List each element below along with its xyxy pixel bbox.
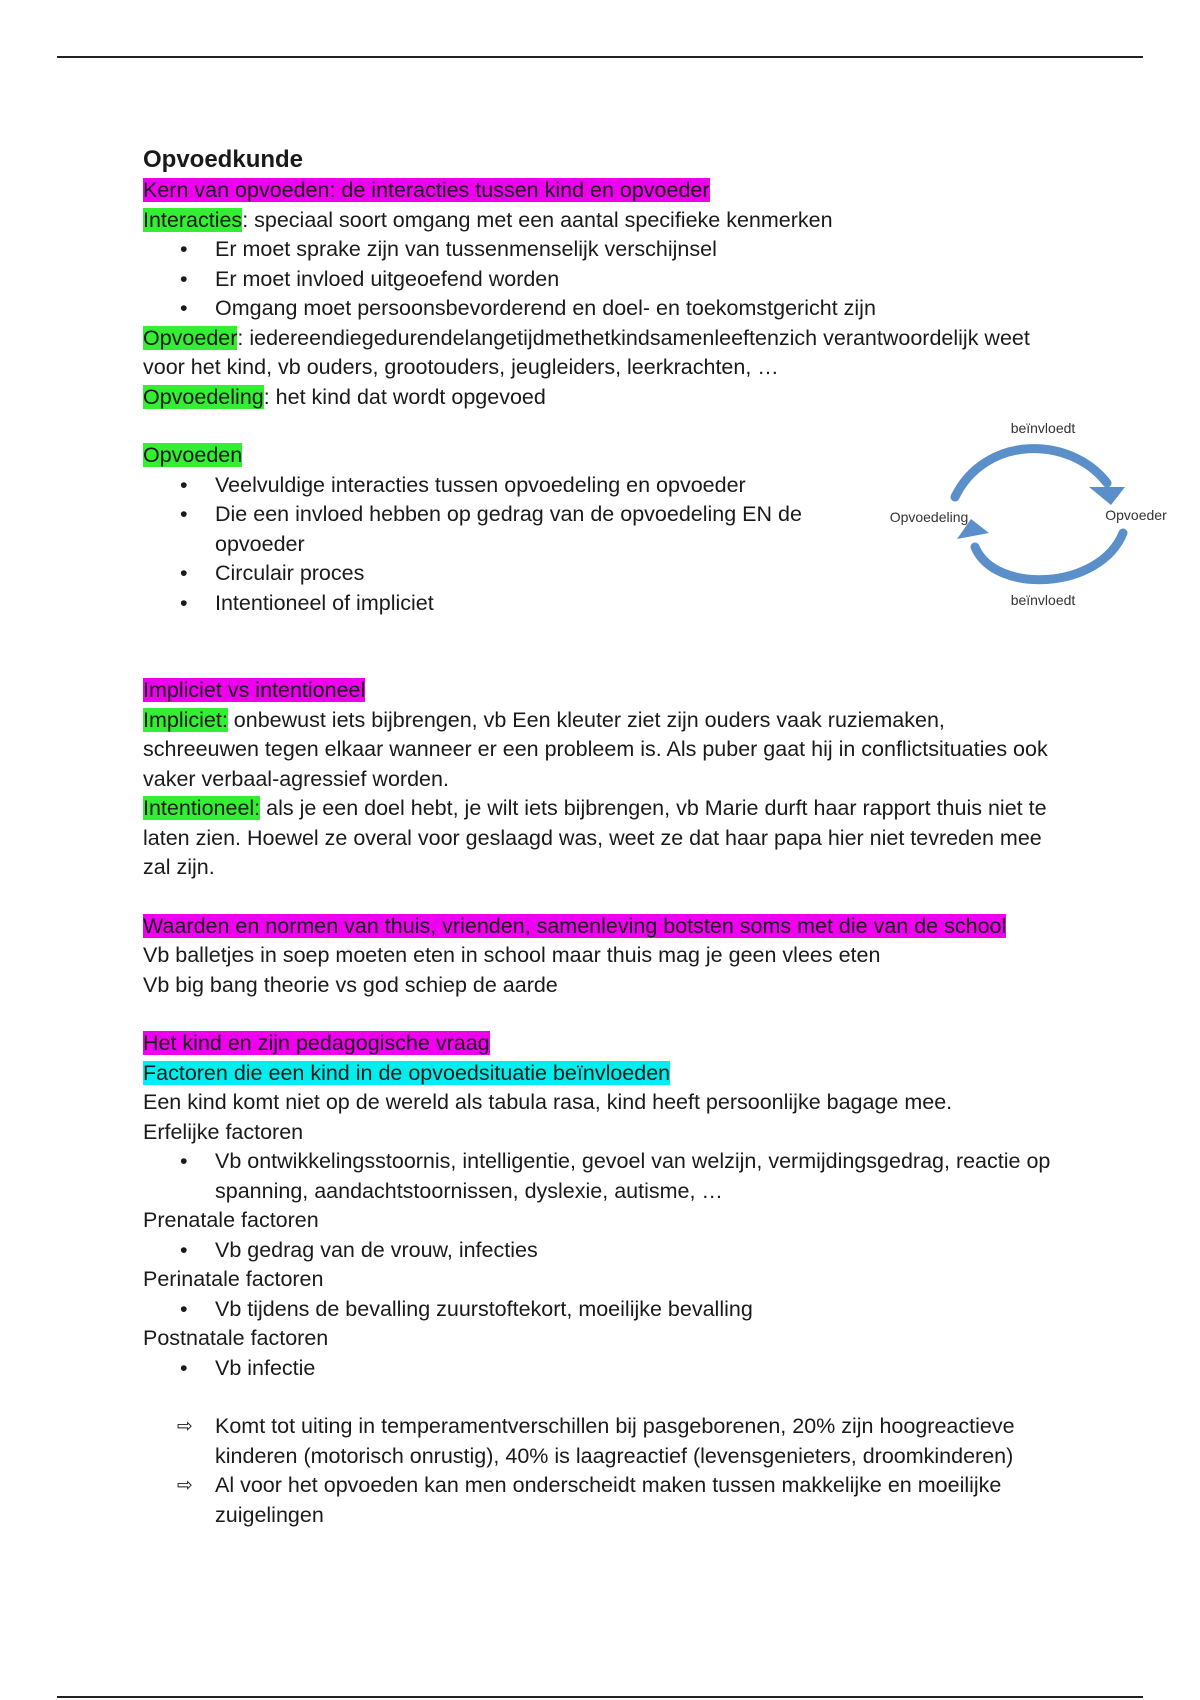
conclusie-item: ⇨ Al voor het opvoeden kan men onderscheidt maken tussen makkelijke en moeilijke zuigelingen [215, 1471, 1063, 1530]
top-arrow [955, 449, 1125, 505]
top-arrow-label: beïnvloedt [1010, 420, 1076, 436]
bottom-arrow-label: beïnvloedt [1010, 592, 1076, 608]
list-item: • Vb tijdens de bevalling zuurstoftekort, moeilijke bevalling [215, 1295, 1063, 1325]
list-item: • Veelvuldige interacties tussen opvoedeling en opvoeder [215, 471, 855, 501]
document-body [143, 144, 1063, 1530]
postnataal-list [143, 1354, 1063, 1384]
conclusie-list [143, 1412, 1063, 1530]
list-item: • Die een invloed hebben op gedrag van de opvoedeling EN de opvoeder [215, 500, 855, 559]
opvoeder-text: : iedereendiegedurendelangetijdmethetkindsamenleeftenzich verantwoordelijk weet voor het kind, vb ouders, grootouders, jeugleiders, leerkrachten, … [143, 325, 1030, 379]
kern-heading-text: Kern van opvoeden: de interacties tussen kind en opvoeder [143, 178, 710, 202]
opvoeder-term: Opvoeder [143, 325, 238, 350]
intentioneel-text: als je een doel hebt, je wilt iets bijbrengen, vb Marie durft haar rapport thuis niet te laten zien. Hoewel ze overal voor geslaagd was, weet ze dat haar papa hier niet tevreden mee zal zijn. [143, 796, 1047, 879]
impliciet-term: Impliciet: [143, 707, 228, 732]
impliciet-heading-text: Impliciet vs intentioneel [143, 678, 366, 702]
list-item: • Er moet invloed uitgeoefend worden [215, 265, 1063, 295]
list-item: • Intentioneel of impliciet [215, 589, 855, 619]
factoren-intro: Een kind komt niet op de wereld als tabula rasa, kind heeft persoonlijke bagage mee. [143, 1090, 953, 1114]
header-rule [57, 56, 1143, 58]
prenataal-list [143, 1236, 1063, 1266]
factoren-heading [143, 1059, 1063, 1089]
footer-rule [57, 1696, 1143, 1698]
waarden-heading-text: Waarden en normen van thuis, vrienden, samenleving botsten soms met die van de school [143, 913, 1007, 938]
intentioneel-definition [143, 794, 1063, 883]
interacties-text: : speciaal soort omgang met een aantal specifieke kenmerken [242, 207, 833, 232]
circular-process-diagram [885, 405, 1175, 623]
erfelijk-list [143, 1147, 1063, 1206]
postnataal-label: Postnatale factoren [143, 1326, 329, 1350]
list-item: • Circulair proces [215, 559, 855, 589]
interacties-definition [143, 206, 1063, 236]
perinataal-label: Perinatale factoren [143, 1267, 324, 1291]
kind-heading [143, 1029, 1063, 1059]
opvoeden-term: Opvoeden [143, 443, 243, 467]
conclusie-item: ⇨ Komt tot uiting in temperamentverschillen bij pasgeborenen, 20% zijn hoogreactieve kinderen (motorisch onrustig), 40% is laagreactief (levensgenieters, droomkinderen) [215, 1412, 1063, 1471]
erfelijk-label: Erfelijke factoren [143, 1119, 304, 1144]
opvoedeling-node-label: Opvoedeling [889, 509, 969, 525]
page-title: Opvoedkunde [143, 146, 304, 173]
perinataal-list [143, 1295, 1063, 1325]
interacties-term: Interacties [143, 207, 243, 232]
opvoeder-definition [143, 324, 1063, 383]
list-item: • Vb gedrag van de vrouw, infecties [215, 1236, 1063, 1266]
interacties-list [143, 235, 1063, 324]
waarden-line: Vb balletjes in soep moeten eten in school maar thuis mag je geen vlees eten [143, 943, 881, 967]
impliciet-definition [143, 706, 1063, 795]
impliciet-heading [143, 676, 1063, 706]
prenataal-label: Prenatale factoren [143, 1208, 319, 1232]
opvoeden-list [143, 471, 855, 619]
impliciet-text: onbewust iets bijbrengen, vb Een kleuter ziet zijn ouders vaak ruziemaken, schreeuwen tegen elkaar wanneer er een probleem is. Als puber gaat hij in conflictsituaties ook vaker verbaal-agressief worden. [143, 707, 1048, 791]
list-item: • Vb ontwikkelingsstoornis, intelligentie, gevoel van welzijn, vermijdingsgedrag, reactie op spanning, aandachtstoornissen, dyslexie, autisme, … [215, 1147, 1063, 1206]
waarden-line: Vb big bang theorie vs god schiep de aarde [143, 972, 558, 997]
list-item: • Vb infectie [215, 1354, 1063, 1384]
list-item: • Er moet sprake zijn van tussenmenselijk verschijnsel [215, 235, 1063, 265]
opvoedeling-text: : het kind dat wordt opgevoed [263, 384, 546, 409]
kind-heading-text: Het kind en zijn pedagogische vraag [143, 1031, 490, 1055]
bottom-arrow [957, 519, 1123, 580]
waarden-heading [143, 912, 1063, 942]
list-item: • Omgang moet persoonsbevorderend en doel- en toekomstgericht zijn [215, 294, 1063, 324]
intentioneel-term: Intentioneel: [143, 796, 261, 820]
opvoeder-node-label: Opvoeder [1105, 507, 1167, 523]
factoren-heading-text: Factoren die een kind in de opvoedsituatie beïnvloeden [143, 1060, 671, 1085]
opvoedeling-term: Opvoedeling [143, 384, 264, 409]
kern-heading [143, 176, 1063, 206]
